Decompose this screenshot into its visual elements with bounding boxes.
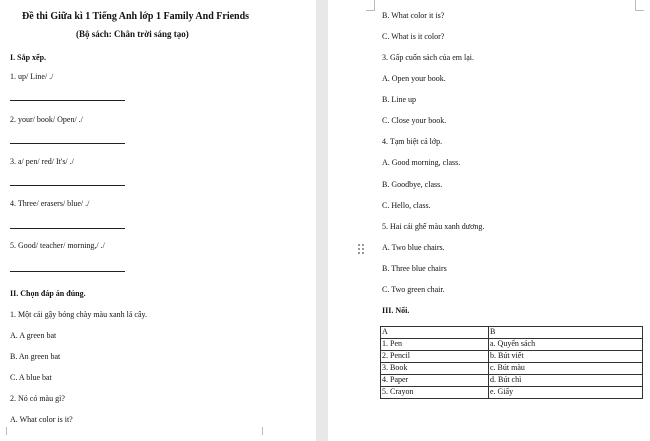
table-cell: 5. Crayon bbox=[381, 387, 489, 399]
q3-option-b: B. Line up bbox=[382, 95, 416, 104]
table-cell: 4. Paper bbox=[381, 375, 489, 387]
table-header-row bbox=[381, 327, 643, 339]
answer-line bbox=[10, 228, 125, 229]
question-3: 3. Gấp cuốn sách của em lại. bbox=[382, 53, 474, 62]
q1-option-c: C. A blue bat bbox=[10, 373, 52, 382]
table-cell: 1. Pen bbox=[381, 339, 489, 351]
table-row bbox=[381, 375, 643, 387]
q1-option-b: B. An green bat bbox=[10, 352, 61, 361]
table-row bbox=[381, 363, 643, 375]
drag-handle-icon[interactable] bbox=[358, 244, 366, 256]
q4-option-b: B. Goodbye, class. bbox=[382, 180, 443, 189]
q5-option-a: A. Two blue chairs. bbox=[382, 243, 445, 252]
arrange-item-2: 2. your/ book/ Open/ ./ bbox=[10, 115, 83, 124]
answer-line bbox=[10, 185, 125, 186]
table-cell: b. Bút viết bbox=[489, 351, 643, 363]
question-4: 4. Tạm biệt cả lớp. bbox=[382, 137, 443, 146]
q2-option-a: A. What color is it? bbox=[10, 415, 73, 424]
question-5: 5. Hai cái ghế màu xanh dương. bbox=[382, 222, 485, 231]
question-1: 1. Một cái gậy bóng chày màu xanh lá cây. bbox=[10, 310, 147, 319]
table-cell: 2. Pencil bbox=[381, 351, 489, 363]
table-row bbox=[381, 351, 643, 363]
q5-option-b: B. Three blue chairs bbox=[382, 264, 447, 273]
arrange-item-3: 3. a/ pen/ red/ It's/ ./ bbox=[10, 157, 74, 166]
q2-option-c: C. What is it color? bbox=[382, 32, 445, 41]
answer-line bbox=[10, 100, 125, 101]
document-subtitle: (Bộ sách: Chân trời sáng tạo) bbox=[76, 29, 189, 39]
q2-option-b: B. What color it is? bbox=[382, 11, 445, 20]
table-header-cell: A bbox=[381, 327, 489, 339]
table-row bbox=[381, 339, 643, 351]
table-header-cell: B bbox=[489, 327, 643, 339]
table-cell: d. Bút chì bbox=[489, 375, 643, 387]
q4-option-a: A. Good morning, class. bbox=[382, 158, 461, 167]
section-heading-match: III. Nối. bbox=[382, 306, 410, 315]
section-heading-choose: II. Chọn đáp án đúng. bbox=[10, 289, 86, 298]
arrange-item-5: 5. Good/ teacher/ morning,/ ./ bbox=[10, 241, 105, 250]
matching-table bbox=[380, 326, 643, 399]
table-cell: c. Bút màu bbox=[489, 363, 643, 375]
table-cell: 3. Book bbox=[381, 363, 489, 375]
crop-mark bbox=[262, 427, 271, 435]
table-row bbox=[381, 387, 643, 399]
crop-mark bbox=[366, 0, 375, 11]
question-2: 2. Nó có màu gì? bbox=[10, 394, 65, 403]
document-title: Đề thi Giữa kì 1 Tiếng Anh lớp 1 Family And Friends bbox=[22, 11, 250, 22]
q3-option-c: C. Close your book. bbox=[382, 116, 447, 125]
section-heading-arrange: I. Sắp xếp. bbox=[10, 53, 47, 62]
crop-mark bbox=[635, 0, 644, 11]
crop-mark bbox=[0, 427, 7, 435]
arrange-item-4: 4. Three/ erasers/ blue/ ./ bbox=[10, 199, 90, 208]
arrange-item-1: 1. up/ Line/ ./ bbox=[10, 72, 54, 81]
answer-line bbox=[10, 143, 125, 144]
table-cell: e. Giấy bbox=[489, 387, 643, 399]
q1-option-a: A. A green bat bbox=[10, 331, 57, 340]
q3-option-a: A. Open your book. bbox=[382, 74, 446, 83]
q5-option-c: C. Two green chair. bbox=[382, 285, 445, 294]
q4-option-c: C. Hello, class. bbox=[382, 201, 431, 210]
table-cell: a. Quyển sách bbox=[489, 339, 643, 351]
answer-line bbox=[10, 271, 125, 272]
